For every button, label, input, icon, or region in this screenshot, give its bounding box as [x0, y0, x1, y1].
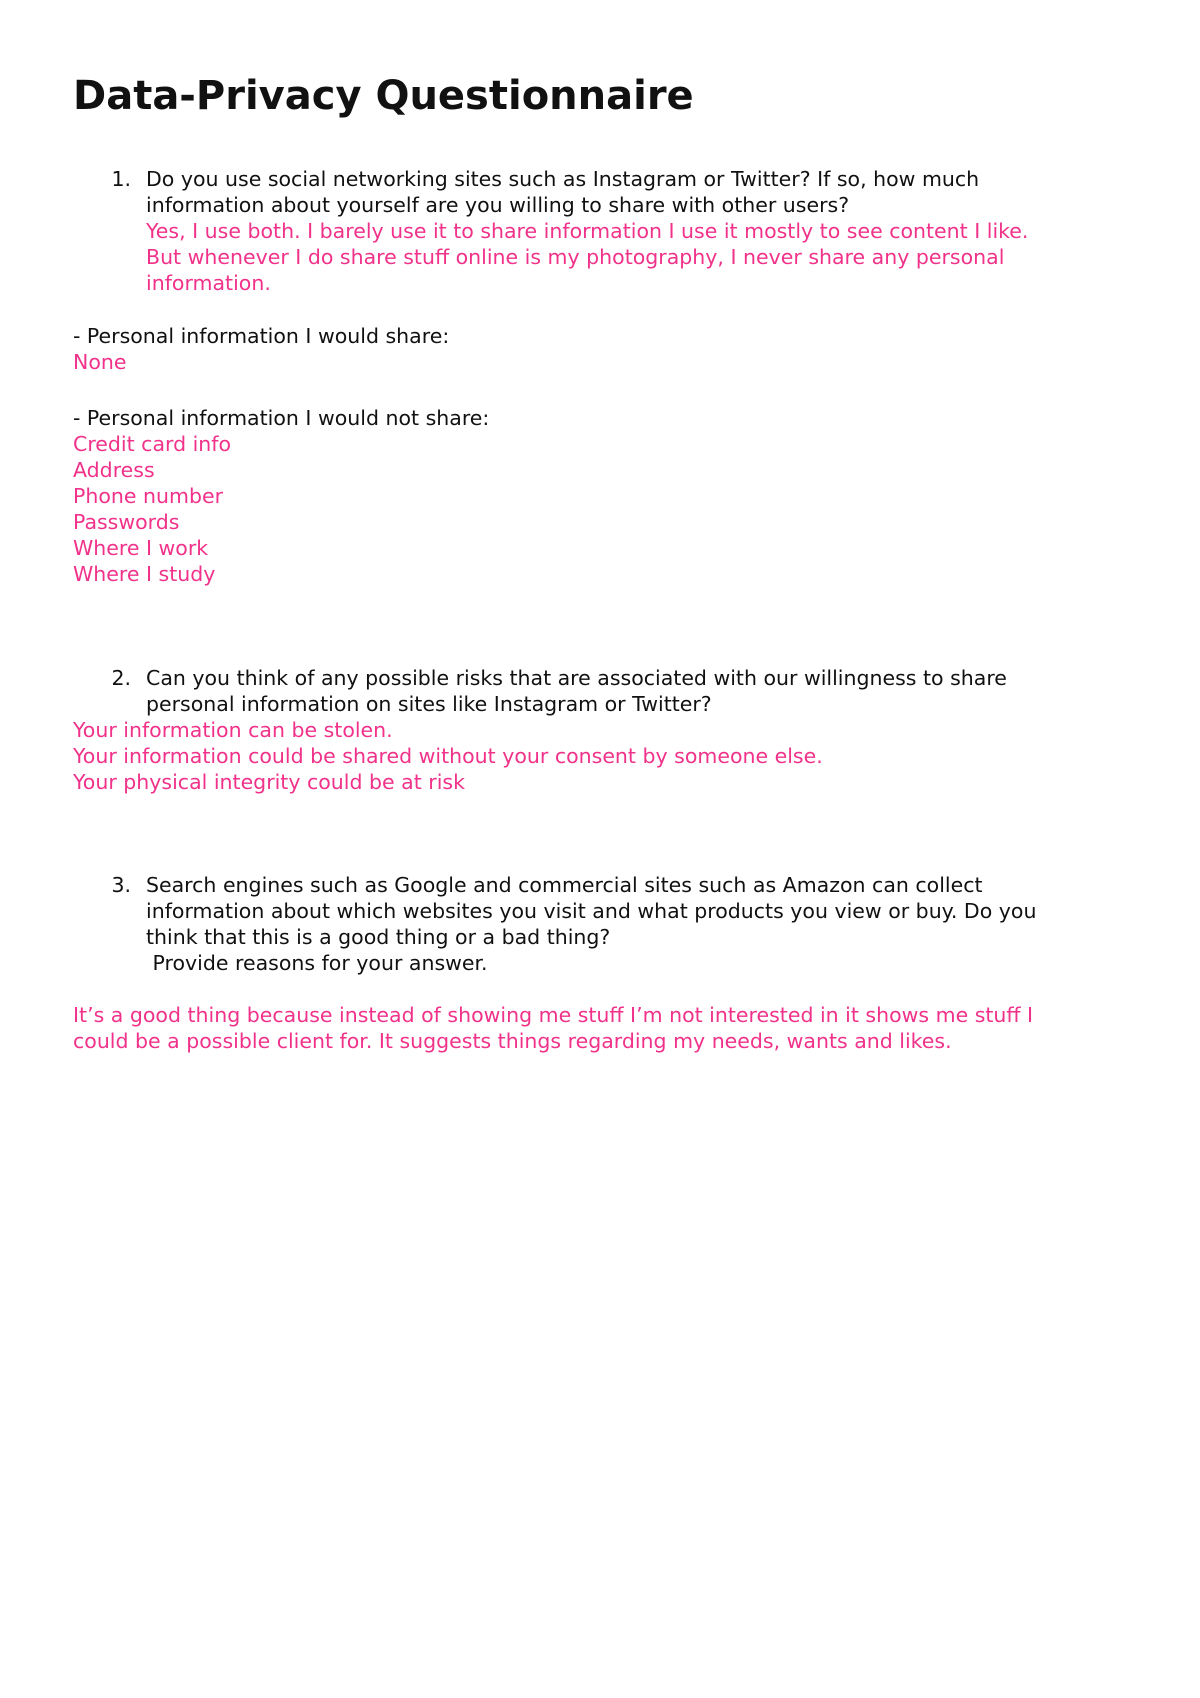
answer-2-line: Your information could be shared without your consent by someone else. [73, 744, 823, 768]
share-section [73, 323, 449, 375]
not-share-item: Where I study [73, 562, 216, 586]
answer-2-line: Your physical integrity could be at risk [73, 770, 465, 794]
answer-1-line: Yes, I use both. I barely use it to share information I use it mostly to see content I like. [146, 219, 1029, 243]
not-share-label: - Personal information I would not share: [73, 406, 490, 430]
question-1-line: Do you use social networking sites such as Instagram or Twitter? If so, how much [146, 167, 980, 191]
not-share-item: Address [73, 458, 155, 482]
question-3-line: think that this is a good thing or a bad thing? [146, 925, 611, 949]
question-3-number: 3. [111, 873, 131, 897]
question-3-line: information about which websites you visit and what products you view or buy. Do you [146, 899, 1037, 923]
document-title: Data-Privacy Questionnaire [73, 73, 694, 119]
share-label: - Personal information I would share: [73, 324, 450, 348]
answer-1-line: information. [146, 271, 271, 295]
share-item: None [73, 350, 127, 374]
question-2-body [146, 665, 1007, 717]
question-1-body [146, 166, 1028, 296]
question-2-line: personal information on sites like Instagram or Twitter? [146, 692, 712, 716]
not-share-item: Credit card info [73, 432, 232, 456]
not-share-section [73, 405, 489, 587]
answer-3-line: could be a possible client for. It suggests things regarding my needs, wants and likes. [73, 1029, 952, 1053]
question-1-number: 1. [111, 167, 131, 191]
question-3-line: Provide reasons for your answer. [146, 951, 488, 975]
answer-3-line: It’s a good thing because instead of showing me stuff I’m not interested in it shows me stuff I [73, 1003, 1034, 1027]
question-3-line: Search engines such as Google and commercial sites such as Amazon can collect [146, 873, 983, 897]
answer-2-line: Your information can be stolen. [73, 718, 393, 742]
answer-3 [73, 1002, 1033, 1054]
answer-2 [73, 717, 823, 795]
question-2-number: 2. [111, 666, 131, 690]
not-share-item: Where I work [73, 536, 209, 560]
question-1-line: information about yourself are you willing to share with other users? [146, 193, 850, 217]
question-3-body [146, 872, 1036, 976]
question-2-line: Can you think of any possible risks that are associated with our willingness to share [146, 666, 1007, 690]
answer-1-line: But whenever I do share stuff online is my photography, I never share any personal [146, 245, 1005, 269]
not-share-item: Passwords [73, 510, 180, 534]
not-share-item: Phone number [73, 484, 224, 508]
